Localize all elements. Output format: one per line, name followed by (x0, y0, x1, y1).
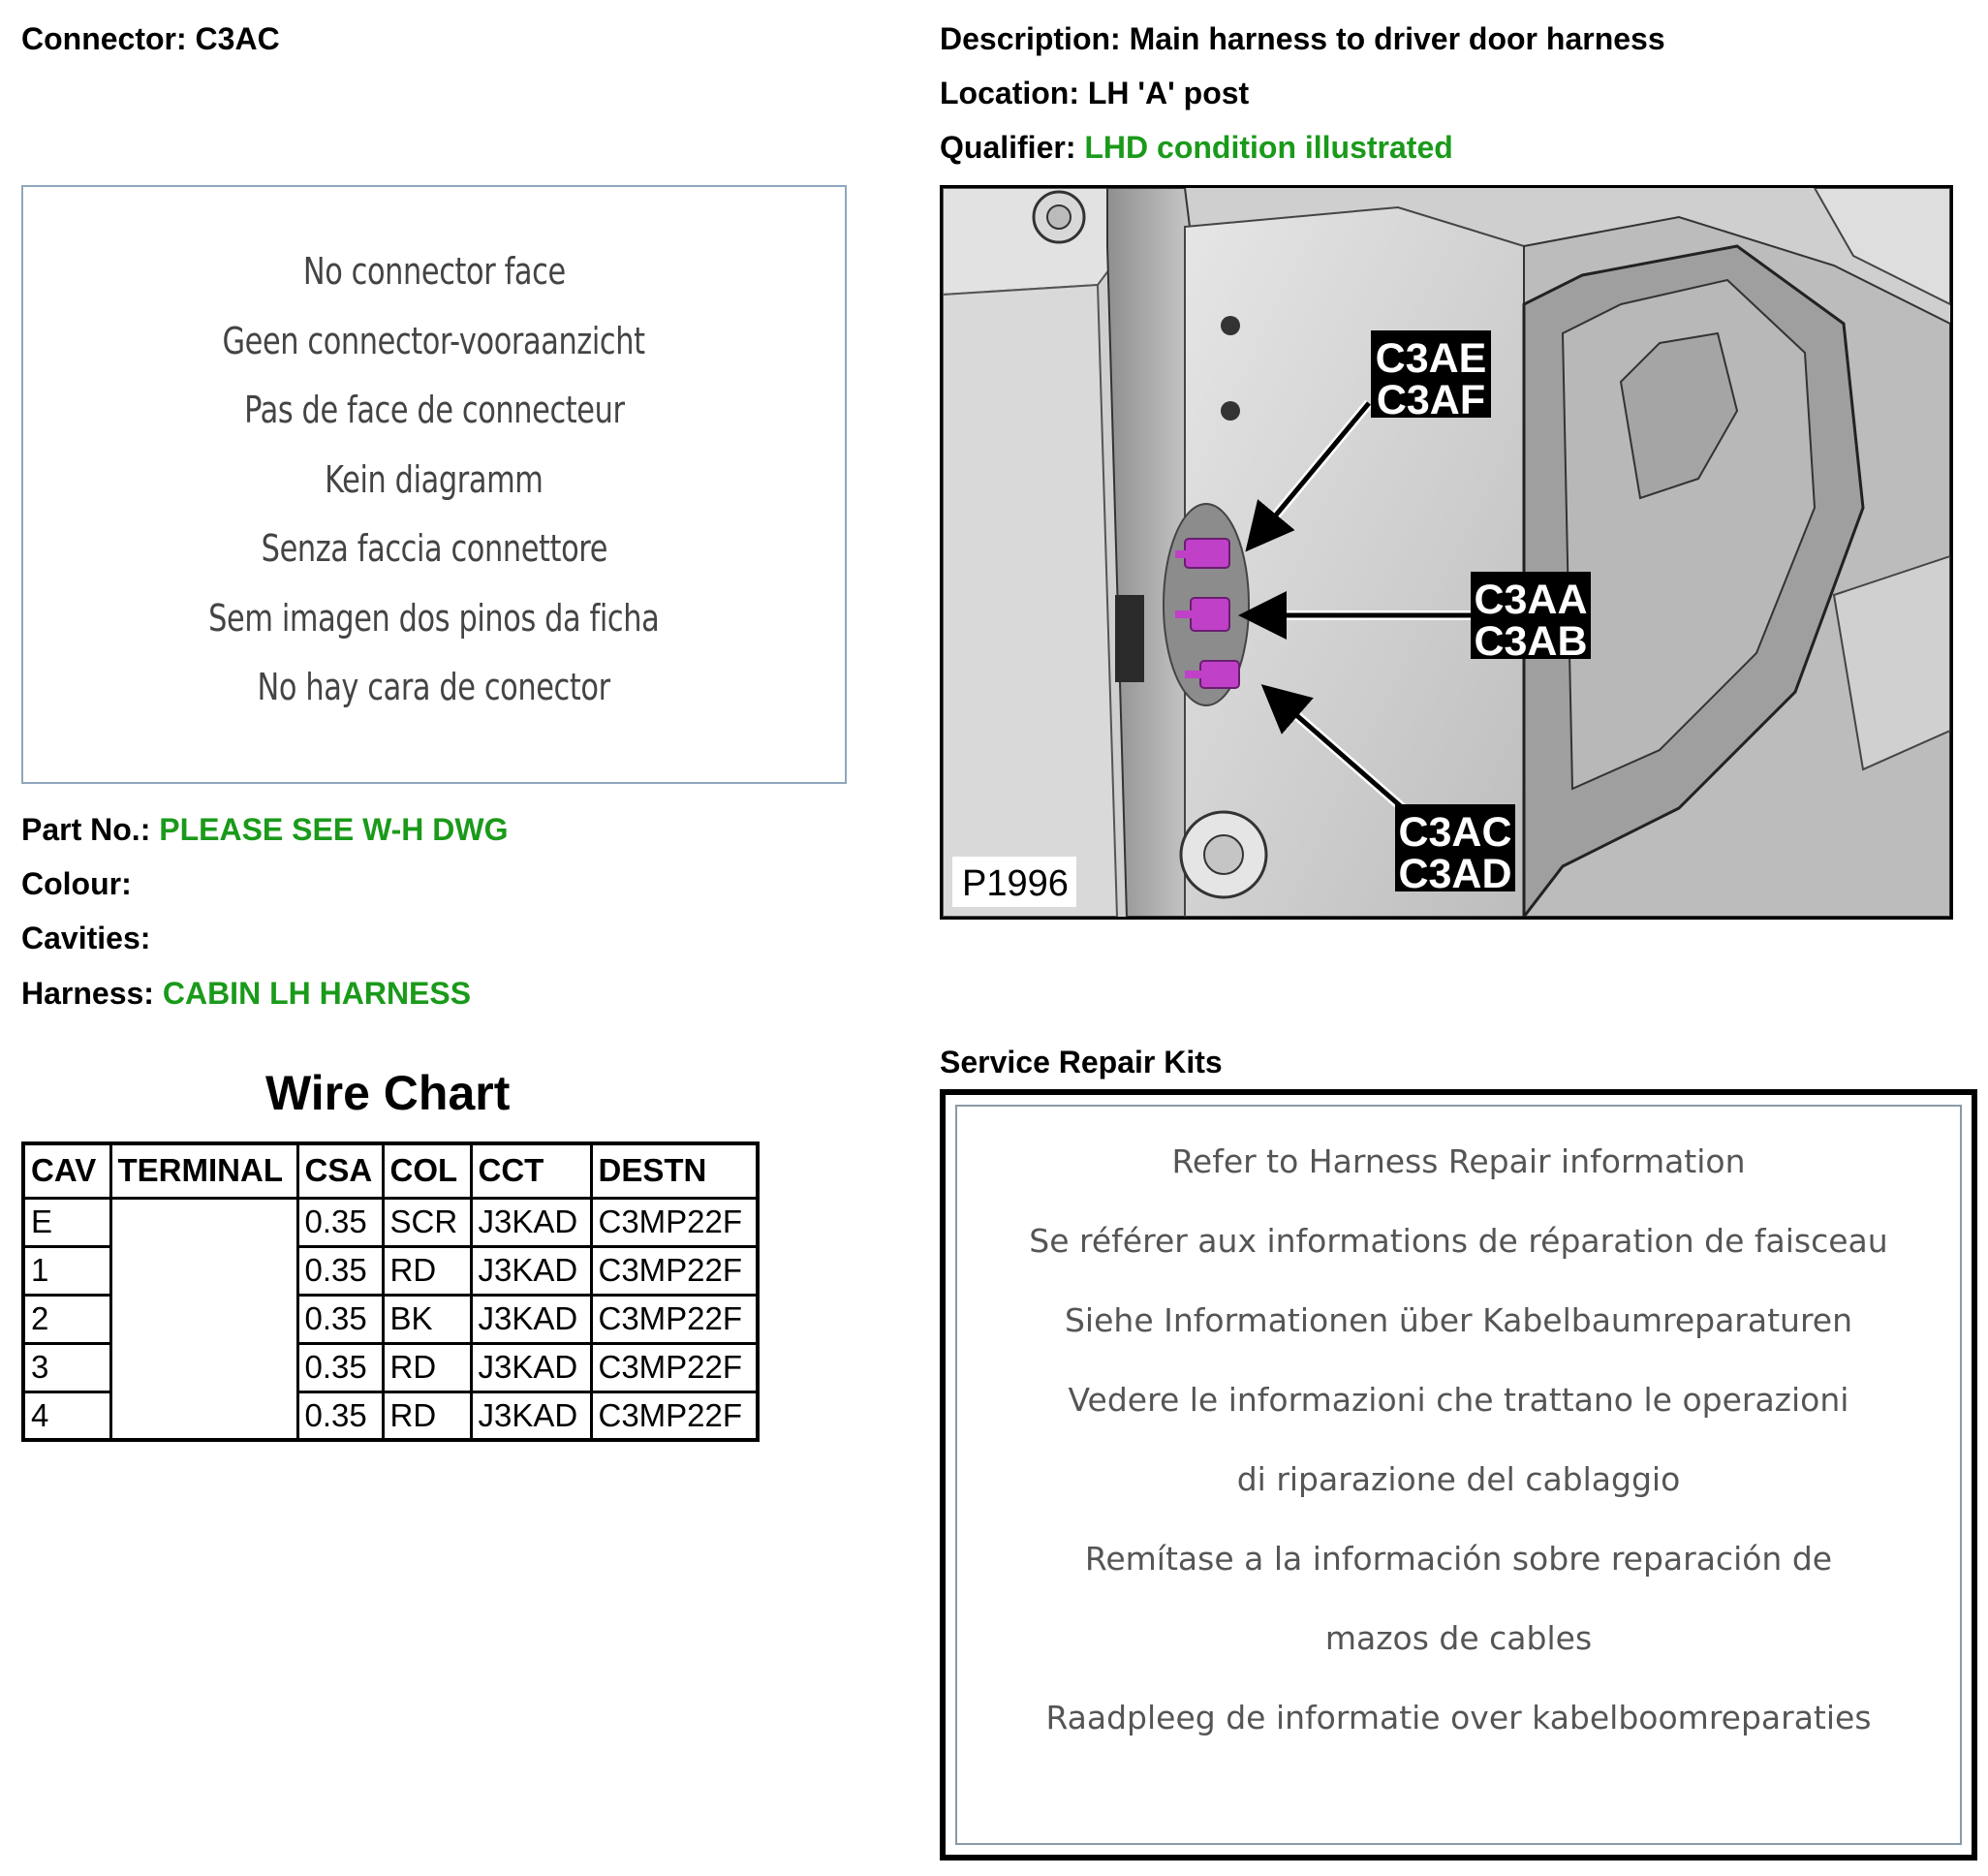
colour-label: Colour: (21, 866, 132, 901)
colour-field (21, 866, 132, 902)
header-cct: CCT (471, 1143, 591, 1198)
cell-col: RD (383, 1391, 471, 1440)
cell-cav: 1 (23, 1246, 110, 1295)
cell-cct: J3KAD (471, 1246, 591, 1295)
cell-cav: 4 (23, 1391, 110, 1440)
connector-location-illustration (940, 185, 1953, 920)
callout-c3ae: C3AE (1375, 335, 1487, 382)
repair-info-line: Vedere le informazioni che trattano le operazioni (1068, 1381, 1849, 1419)
repair-info-line: Remítase a la información sobre reparación de (1084, 1540, 1833, 1578)
no-face-line: No hay cara de conector (257, 666, 611, 708)
harness-field (21, 976, 471, 1012)
description-label: Description: (940, 21, 1121, 56)
callout-c3af: C3AF (1376, 377, 1486, 423)
cell-destn: C3MP22F (591, 1343, 758, 1391)
cell-col: RD (383, 1246, 471, 1295)
cell-csa: 0.35 (297, 1295, 383, 1343)
part-no-label: Part No.: (21, 812, 151, 847)
cell-cav: 2 (23, 1295, 110, 1343)
repair-info-line: Raadpleeg de informatie over kabelboomreparaties (1045, 1699, 1872, 1736)
cell-destn: C3MP22F (591, 1391, 758, 1440)
part-no-field (21, 812, 509, 848)
callout-c3ac: C3AC (1398, 809, 1512, 856)
cell-col: RD (383, 1343, 471, 1391)
no-face-line: No connector face (302, 250, 566, 293)
location-value: LH 'A' post (1087, 76, 1250, 110)
no-face-line: Sem imagen dos pinos da ficha (208, 596, 660, 640)
cell-csa: 0.35 (297, 1343, 383, 1391)
illustration-reference: P1996 (962, 863, 1069, 904)
cell-destn: C3MP22F (591, 1198, 758, 1246)
header-col: COL (383, 1143, 471, 1198)
cell-csa: 0.35 (297, 1246, 383, 1295)
callout-c3ab: C3AB (1474, 618, 1588, 665)
no-face-line: Senza faccia connettore (261, 527, 607, 570)
no-face-line: Kein diagramm (325, 457, 544, 501)
service-repair-kits-panel (940, 1089, 1977, 1860)
cell-cav: E (23, 1198, 110, 1246)
cell-csa: 0.35 (297, 1198, 383, 1246)
repair-info-line: mazos de cables (1324, 1619, 1593, 1657)
illustration-drawing (943, 188, 1950, 917)
cell-cct: J3KAD (471, 1198, 591, 1246)
harness-label: Harness: (21, 976, 154, 1011)
cell-cct: J3KAD (471, 1295, 591, 1343)
wire-chart-table (21, 1141, 760, 1442)
connector-value: C3AC (195, 21, 280, 56)
repair-info-line: Siehe Informationen über Kabelbaumreparaturen (1064, 1301, 1853, 1339)
cell-destn: C3MP22F (591, 1246, 758, 1295)
cell-cct: J3KAD (471, 1343, 591, 1391)
location-field (940, 76, 1249, 111)
wire-chart-header-row (23, 1143, 758, 1198)
table-row (23, 1198, 758, 1246)
callout-c3ad: C3AD (1398, 851, 1512, 897)
cell-destn: C3MP22F (591, 1295, 758, 1343)
cell-csa: 0.35 (297, 1391, 383, 1440)
header-destn: DESTN (591, 1143, 758, 1198)
description-value: Main harness to driver door harness (1129, 21, 1665, 56)
repair-info-line: Refer to Harness Repair information (1171, 1142, 1746, 1180)
qualifier-value: LHD condition illustrated (1084, 130, 1453, 165)
cell-cav: 3 (23, 1343, 110, 1391)
no-face-line: Geen connector-vooraanzicht (222, 319, 646, 362)
description-field (940, 21, 1665, 57)
cell-col: BK (383, 1295, 471, 1343)
cell-cct: J3KAD (471, 1391, 591, 1440)
header-csa: CSA (297, 1143, 383, 1198)
connector-c3ae-shape (1185, 539, 1229, 568)
connector-field (21, 21, 280, 57)
header-terminal: TERMINAL (110, 1143, 297, 1198)
cavities-field (21, 921, 150, 956)
callout-c3aa: C3AA (1474, 577, 1588, 623)
cavities-label: Cavities: (21, 921, 151, 955)
harness-value: CABIN LH HARNESS (162, 976, 472, 1011)
header-cav: CAV (23, 1143, 110, 1198)
repair-info-line: di riparazione del cablaggio (1236, 1460, 1681, 1498)
cell-col: SCR (383, 1198, 471, 1246)
no-connector-face-panel (21, 185, 847, 784)
service-repair-kits-title: Service Repair Kits (940, 1045, 1223, 1079)
wire-chart-title: Wire Chart (265, 1066, 511, 1120)
qualifier-label: Qualifier: (940, 130, 1076, 165)
part-no-value: PLEASE SEE W-H DWG (159, 812, 509, 847)
connector-c3aa-shape (1191, 598, 1229, 631)
connector-c3ac-shape (1200, 661, 1239, 688)
no-face-line: Pas de face de connecteur (243, 389, 625, 431)
repair-info-line: Se référer aux informations de réparation de faisceau (1029, 1222, 1888, 1260)
qualifier-field (940, 130, 1453, 166)
service-repair-kits-inner (955, 1105, 1962, 1845)
connector-label: Connector: (21, 21, 187, 56)
location-label: Location: (940, 76, 1079, 110)
cell-terminal (110, 1198, 297, 1440)
